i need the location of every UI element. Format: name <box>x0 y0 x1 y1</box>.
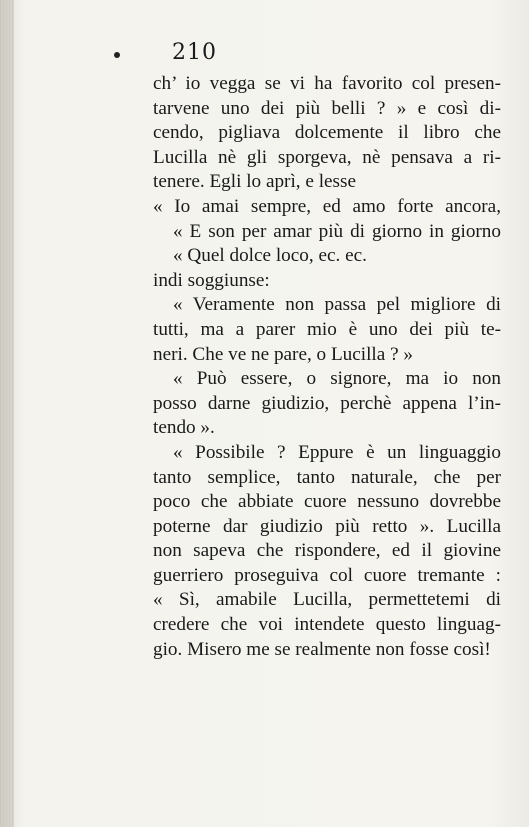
text-line: « Possibile ? Eppure è un linguaggio <box>173 441 501 463</box>
body-text <box>153 72 501 662</box>
text-line: gio. Misero me se realmente non fosse così! <box>153 638 491 660</box>
verse-line: « Io amai sempre, ed amo forte ancora, <box>153 195 501 217</box>
text-line: « Sì, amabile Lucilla, permettetemi di <box>153 589 501 611</box>
ink-dot <box>114 52 120 58</box>
text-line: cendo, pigliava dolcemente il libro che <box>153 122 501 144</box>
text-line: « Veramente non passa pel migliore di <box>173 294 501 316</box>
text-line: ch’ io vegga se vi ha favorito col presen- <box>153 73 501 94</box>
text-line: poterne dar giudizio più retto ». Lucilla <box>153 515 501 537</box>
text-line: tutti, ma a parer mio è uno dei più te- <box>153 318 501 340</box>
text-line: non sapeva che rispondere, ed il giovine <box>153 540 501 562</box>
text-line: tendo ». <box>153 417 215 439</box>
text-line: Lucilla nè gli sporgeva, nè pensava a ri- <box>153 146 501 168</box>
verse-line: « Quel dolce loco, ec. ec. <box>173 245 367 267</box>
text-line: tanto semplice, tanto naturale, che per <box>153 466 501 488</box>
verse-line: « E son per amar più di giorno in giorno <box>173 220 501 242</box>
text-line: « Può essere, o signore, ma io non <box>173 368 501 390</box>
text-line: credere che voi intendete questo linguag- <box>153 614 501 636</box>
text-line: neri. Che ve ne pare, o Lucilla ? » <box>153 343 413 365</box>
page-number: 210 <box>172 40 217 65</box>
text-line: tenere. Egli lo aprì, e lesse <box>153 171 356 193</box>
text-line: tarvene uno dei più belli ? » e così di- <box>153 97 501 119</box>
page-edge <box>0 0 14 827</box>
text-line: poco che abbiate cuore nessuno dovrebbe <box>153 491 501 513</box>
text-line: indi soggiunse: <box>153 269 270 291</box>
text-line: posso darne giudizio, perchè appena l’in- <box>153 392 501 414</box>
text-line: guerriero proseguiva col cuore tremante : <box>153 564 501 586</box>
